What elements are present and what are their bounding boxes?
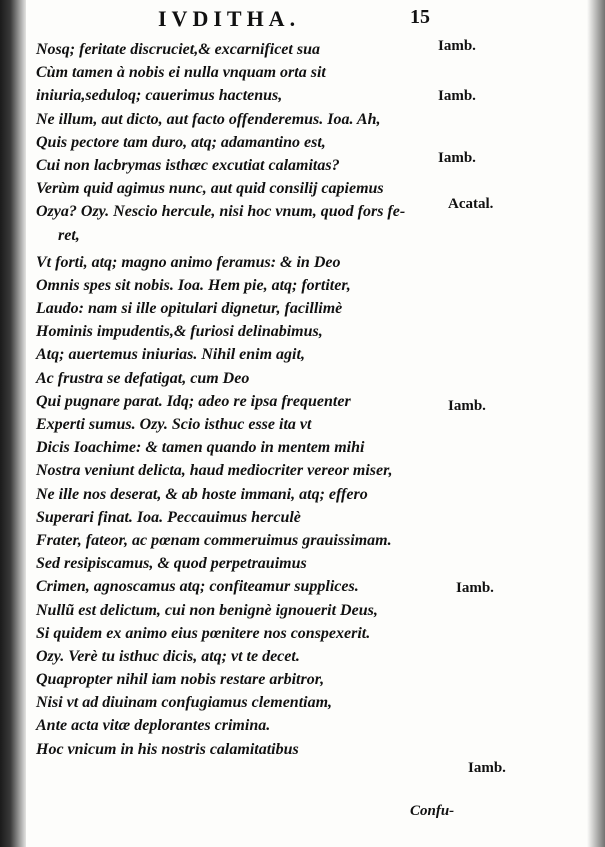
verse-line: Nostra veniunt delicta, haud mediocriter vereor miser, [36,462,393,480]
verse-line: Ante acta vitæ deplorantes crimina. [36,717,271,735]
page-edge-shadow [587,0,605,847]
margin-note-iamb: Iamb. [438,88,476,104]
verse-line: Quis pectore tam duro, atq; adamantino est, [36,133,326,151]
spine-shadow [0,0,26,847]
verse-line: Si quidem ex animo eius pœnitere nos conspexerit. [36,624,371,642]
margin-note-acatal: Acatal. [448,196,494,212]
margin-note-iamb: Iamb. [438,150,476,166]
verse-line: Crimen, agnoscamus atq; confiteamur supplices. [36,578,359,596]
verse-line: Cùm tamen à nobis ei nulla vnquam orta sit [36,64,326,82]
verse-line: Omnis spes sit nobis. Ioa. Hem pie, atq; fortiter, [36,276,351,294]
verse-line: Superari finat. Ioa. Peccauimus herculè [36,508,301,526]
verse-line: Dicis Ioachime: & tamen quando in mentem mihi [36,439,365,457]
margin-note-iamb: Iamb. [438,38,476,54]
verse-line: Cui non lacbrymas isthæc excutiat calamitas? [36,156,340,174]
verse-line: Sed resipiscamus, & quod perpetrauimus [36,555,307,573]
verse-line: Experti sumus. Ozy. Scio isthuc esse ita vt [36,416,312,433]
verse-line: Laudo: nam si ille opitulari dignetur, facillimè [36,300,343,318]
running-head: IVDITHA. [158,6,301,31]
margin-note-iamb: Iamb. [456,580,494,596]
verse-line: iniuria,seduloq; cauerimus hactenus, [36,87,283,105]
catchword: Confu- [410,803,455,819]
margin-note-iamb: Iamb. [468,760,506,776]
verse-line: Hominis impudentis,& furiosi delinabimus, [36,323,323,341]
margin-note-iamb: Iamb. [448,398,486,414]
verse-line: Hoc vnicum in his nostris calamitatibus [36,740,299,758]
verse-line: Ozya? Ozy. Nescio hercule, nisi hoc vnum, quod fors fe- [36,203,406,221]
verse-line: Nosq; feritate discruciet,& excarnificet sua [36,41,320,58]
verse-line: Frater, fateor, ac pœnam commeruimus grauissimam. [36,531,392,549]
verse-line: Vt forti, atq; magno animo feramus: & in Deo [36,253,341,271]
verse-line: Ne ille nos deserat, & ab hoste immani, atq; effero [36,485,368,503]
verse-line: Quapropter nihil iam nobis restare arbitror, [36,671,325,689]
verse-line: Verùm quid agimus nunc, aut quid consilij capiemus [36,180,384,198]
verse-line: Ac frustra se defatigat, cum Deo [36,369,250,387]
verse-line: Qui pugnare parat. Idq; adeo re ipsa frequenter [36,392,351,410]
page-number: 15 [410,6,430,28]
verse-line: Ozy. Verè tu isthuc dicis, atq; vt te decet. [36,647,300,665]
page-header [0,6,605,36]
verse-line: Atq; auertemus iniurias. Nihil enim agit, [36,346,305,364]
verse-line-continuation: ret, [58,226,80,244]
verse-line: Ne illum, aut dicto, aut facto offenderemus. Ioa. Ah, [36,110,381,128]
verse-line: Nullũ est delictum, cui non benignè ignouerit Deus, [36,601,378,619]
verse-line: Nisi vt ad diuinam confugiamus clementiam, [36,694,333,712]
